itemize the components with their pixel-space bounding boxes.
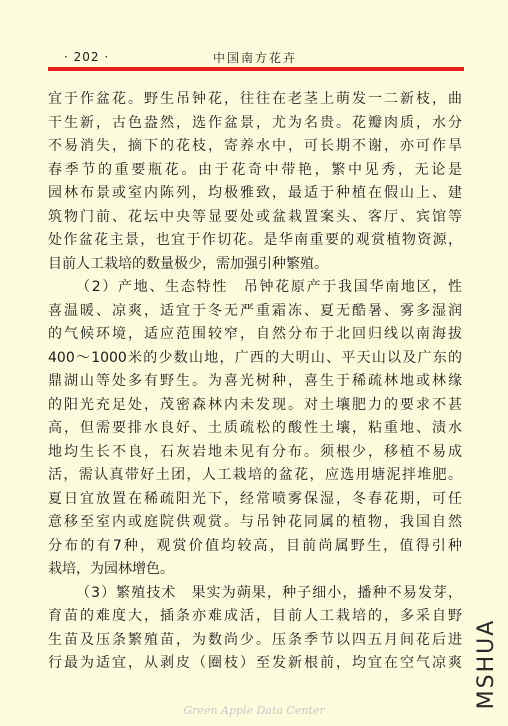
running-title: 中国南方花卉: [212, 51, 297, 65]
page-number: · 202 ·: [64, 50, 110, 64]
text-line: 育苗的难度大，插条亦难成活，目前人工栽培的，多采自野: [48, 608, 462, 624]
text-line: 的气候环境，适应范围较窄，自然分布于北回归线以南海拔: [48, 326, 462, 342]
text-line: 喜温暖、凉爽，适宜于冬无严重霜冻、夏无酷暑、雾多湿润: [48, 302, 462, 319]
text-line: 400～1000米的少数山地，广西的大明山、平天山以及广东的: [48, 349, 462, 366]
text-line: 栽培，为园林增色。: [48, 561, 174, 577]
text-line: 行最为适宜，从剥皮（圈枝）至发新根前，均宜在空气凉爽: [48, 655, 462, 671]
text-line: 地均生长不良，石灰岩地未见有分布。须根少，移植不易成: [48, 443, 462, 460]
text-line: 园林布景或室内陈列，均极雅致，最适于种植在假山上、建: [48, 185, 462, 201]
text-line: （2）产地、生态特性 吊钟花原产于我国华南地区，性: [76, 279, 462, 295]
text-line: 目前人工栽培的数量极少，需加强引种繁殖。: [48, 255, 328, 272]
text-line: 活，需认真带好土团，人工栽培的盆花，应选用塘泥拌堆肥。: [48, 467, 462, 483]
watermark-text: MSHUA: [474, 618, 499, 710]
text-line: 分布的有7种，观赏价值均较高，目前尚属野生，值得引种: [48, 537, 462, 554]
text-line: 夏日宜放置在稀疏阳光下，经常喷雾保湿，冬春花期，可任: [48, 490, 462, 507]
text-line: 鼎湖山等处多有野生。为喜光树种，喜生于稀疏林地或林缘: [48, 373, 462, 389]
text-line: 意移至室内或庭院供观赏。与吊钟花同属的植物，我国自然: [48, 514, 462, 530]
text-line: 生苗及压条繁殖苗，为数尚少。压条季节以四五月间花后进: [48, 631, 462, 648]
text-line: 高，但需要排水良好、土质疏松的酸性土壤，粘重地、渍水: [48, 420, 462, 436]
text-line: 干生新，古色盎然，选作盆景，尤为名贵。花瓣肉质，水分: [48, 114, 462, 131]
text-line: （3）繁殖技术 果实为蒴果，种子细小，播种不易发芽，: [76, 584, 462, 601]
text-line: 处作盆花主景，也宜于作切花。是华南重要的观赏植物资源，: [48, 232, 462, 248]
text-line: 的阳光充足处，茂密森林内未发现。对土壤肥力的要求不甚: [48, 396, 462, 413]
text-line: 春季节的重要瓶花。由于花奇中带艳，繁中见秀，无论是: [48, 161, 462, 178]
text-line: 筑物门前、花坛中央等显要处或盆栽置案头、客厅、宾馆等: [48, 208, 462, 225]
text-line: 宜于作盆花。野生吊钟花，往往在老茎上萌发一二新枝，曲: [48, 91, 462, 107]
running-header: [48, 48, 462, 66]
body-text: [48, 88, 462, 676]
footer-credit: Green Apple Data Center: [183, 704, 325, 717]
text-line: 不易消失，摘下的花枝，寄养水中，可长期不谢，亦可作旱: [48, 138, 462, 154]
header-rule: [48, 67, 464, 71]
